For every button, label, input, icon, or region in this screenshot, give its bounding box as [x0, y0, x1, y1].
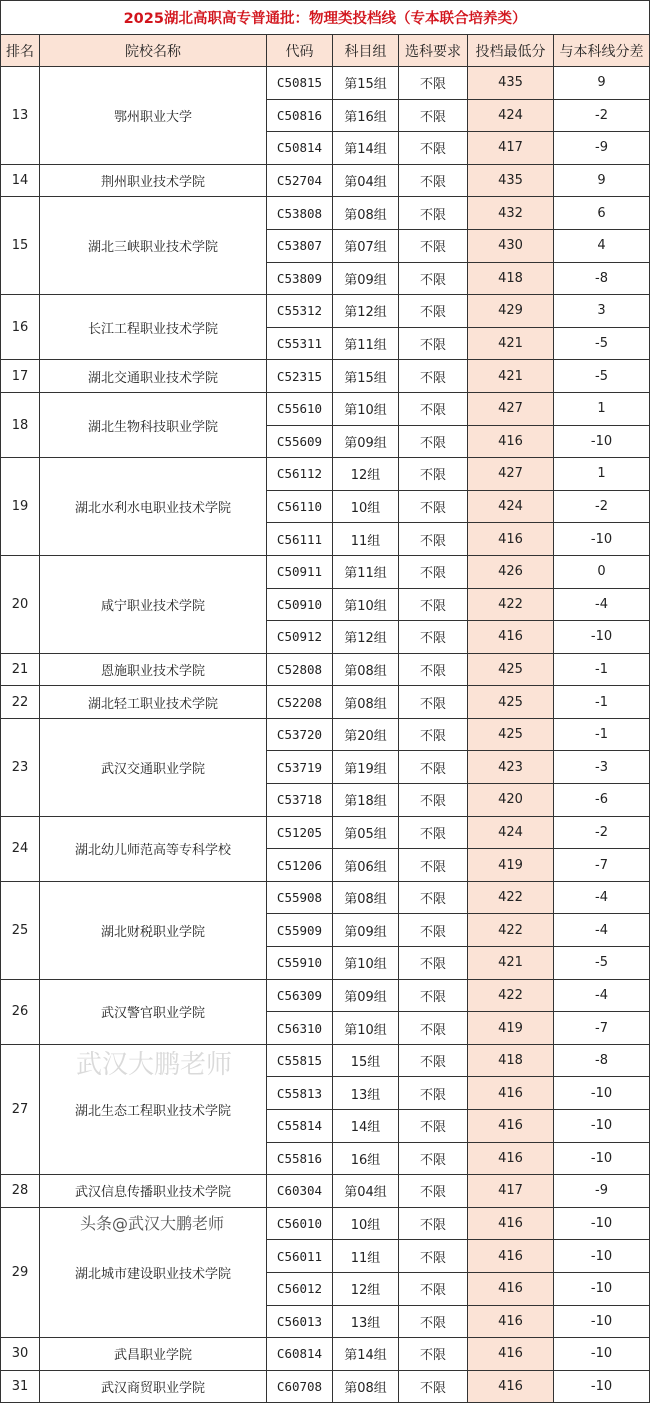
diff-cell: -4 [554, 588, 650, 621]
requirement-cell: 不限 [399, 1240, 468, 1273]
requirement-cell: 不限 [399, 1044, 468, 1077]
school-name-cell: 湖北轻工职业技术学院 [40, 686, 267, 719]
requirement-cell: 不限 [399, 132, 468, 165]
diff-cell: -1 [554, 686, 650, 719]
requirement-cell: 不限 [399, 523, 468, 556]
code-cell: C50910 [267, 588, 333, 621]
rank-cell: 20 [1, 555, 40, 653]
corner-watermark: 头条@武汉大鹏老师 [80, 1214, 225, 1233]
code-cell: C60708 [267, 1370, 333, 1403]
subject-group-cell: 14组 [333, 1110, 399, 1143]
score-cell: 421 [468, 947, 554, 980]
table-row [1, 718, 650, 751]
requirement-cell: 不限 [399, 1207, 468, 1240]
diff-cell: -5 [554, 360, 650, 393]
header-subject-requirement: 选科要求 [399, 35, 468, 67]
score-cell: 417 [468, 132, 554, 165]
subject-group-cell: 第10组 [333, 1012, 399, 1045]
code-cell: C51205 [267, 816, 333, 849]
subject-group-cell: 10组 [333, 490, 399, 523]
score-cell: 416 [468, 1370, 554, 1403]
requirement-cell: 不限 [399, 1272, 468, 1305]
diff-cell: -10 [554, 425, 650, 458]
header-rank: 排名 [1, 35, 40, 67]
subject-group-cell: 第09组 [333, 979, 399, 1012]
code-cell: C55816 [267, 1142, 333, 1175]
diff-cell: -3 [554, 751, 650, 784]
header-code: 代码 [267, 35, 333, 67]
score-cell: 432 [468, 197, 554, 230]
code-cell: C55815 [267, 1044, 333, 1077]
requirement-cell: 不限 [399, 360, 468, 393]
diff-cell: 0 [554, 555, 650, 588]
requirement-cell: 不限 [399, 947, 468, 980]
requirement-cell: 不限 [399, 686, 468, 719]
subject-group-cell: 第18组 [333, 784, 399, 817]
header-school-name: 院校名称 [40, 35, 267, 67]
code-cell: C50814 [267, 132, 333, 165]
requirement-cell: 不限 [399, 490, 468, 523]
rank-cell: 15 [1, 197, 40, 295]
header-subject-group: 科目组 [333, 35, 399, 67]
requirement-cell: 不限 [399, 1012, 468, 1045]
subject-group-cell: 第09组 [333, 262, 399, 295]
score-cell: 416 [468, 1338, 554, 1371]
table-row [1, 67, 650, 100]
school-name-cell: 武汉交通职业学院 [40, 718, 267, 816]
school-name-cell: 咸宁职业技术学院 [40, 555, 267, 653]
subject-group-cell: 第10组 [333, 947, 399, 980]
code-cell: C52808 [267, 653, 333, 686]
diff-cell: -10 [554, 1272, 650, 1305]
school-name-cell: 湖北水利水电职业技术学院 [40, 458, 267, 556]
score-cell: 419 [468, 849, 554, 882]
requirement-cell: 不限 [399, 881, 468, 914]
diff-cell: -10 [554, 1370, 650, 1403]
table-row [1, 1175, 650, 1208]
diff-cell: -2 [554, 816, 650, 849]
code-cell: C50816 [267, 99, 333, 132]
score-cell: 416 [468, 425, 554, 458]
table-title: 2025湖北高职高专普通批：物理类投档线（专本联合培养类） [1, 1, 650, 35]
diff-cell: -9 [554, 1175, 650, 1208]
requirement-cell: 不限 [399, 295, 468, 328]
rank-cell: 21 [1, 653, 40, 686]
code-cell: C56111 [267, 523, 333, 556]
diff-cell: -9 [554, 132, 650, 165]
requirement-cell: 不限 [399, 1175, 468, 1208]
score-cell: 422 [468, 881, 554, 914]
requirement-cell: 不限 [399, 1338, 468, 1371]
school-name-cell: 恩施职业技术学院 [40, 653, 267, 686]
diff-cell: -7 [554, 1012, 650, 1045]
score-cell: 416 [468, 1272, 554, 1305]
school-name-cell: 湖北三峡职业技术学院 [40, 197, 267, 295]
score-cell: 423 [468, 751, 554, 784]
diff-cell: -10 [554, 523, 650, 556]
header-min-score: 投档最低分 [468, 35, 554, 67]
diff-cell: -2 [554, 490, 650, 523]
score-cell: 424 [468, 816, 554, 849]
rank-cell: 31 [1, 1370, 40, 1403]
score-cell: 416 [468, 1305, 554, 1338]
score-cell: 430 [468, 229, 554, 262]
table-row [1, 686, 650, 719]
subject-group-cell: 第08组 [333, 653, 399, 686]
score-cell: 421 [468, 360, 554, 393]
subject-group-cell: 第06组 [333, 849, 399, 882]
diff-cell: 1 [554, 392, 650, 425]
table-body [1, 67, 650, 1403]
subject-group-cell: 第07组 [333, 229, 399, 262]
diff-cell: -10 [554, 621, 650, 654]
subject-group-cell: 13组 [333, 1077, 399, 1110]
school-name-cell: 湖北生态工程职业技术学院 [40, 1044, 267, 1174]
code-cell: C55814 [267, 1110, 333, 1143]
code-cell: C53809 [267, 262, 333, 295]
diff-cell: 6 [554, 197, 650, 230]
requirement-cell: 不限 [399, 849, 468, 882]
table-row [1, 458, 650, 491]
rank-cell: 19 [1, 458, 40, 556]
requirement-cell: 不限 [399, 718, 468, 751]
code-cell: C53808 [267, 197, 333, 230]
code-cell: C56013 [267, 1305, 333, 1338]
requirement-cell: 不限 [399, 229, 468, 262]
score-cell: 418 [468, 1044, 554, 1077]
subject-group-cell: 第19组 [333, 751, 399, 784]
score-cell: 416 [468, 1207, 554, 1240]
diff-cell: -10 [554, 1240, 650, 1273]
requirement-cell: 不限 [399, 392, 468, 425]
rank-cell: 28 [1, 1175, 40, 1208]
table-row [1, 1207, 650, 1240]
score-cell: 427 [468, 392, 554, 425]
requirement-cell: 不限 [399, 1077, 468, 1110]
diff-cell: -5 [554, 947, 650, 980]
rank-cell: 23 [1, 718, 40, 816]
school-name-cell: 武汉商贸职业学院 [40, 1370, 267, 1403]
diff-cell: -5 [554, 327, 650, 360]
code-cell: C55609 [267, 425, 333, 458]
subject-group-cell: 第08组 [333, 1370, 399, 1403]
diff-cell: 9 [554, 67, 650, 100]
diff-cell: -4 [554, 881, 650, 914]
code-cell: C55813 [267, 1077, 333, 1110]
score-cell: 416 [468, 1077, 554, 1110]
table-row [1, 979, 650, 1012]
diff-cell: -10 [554, 1338, 650, 1371]
requirement-cell: 不限 [399, 327, 468, 360]
diff-cell: -10 [554, 1110, 650, 1143]
requirement-cell: 不限 [399, 458, 468, 491]
subject-group-cell: 第11组 [333, 327, 399, 360]
rank-cell: 27 [1, 1044, 40, 1174]
subject-group-cell: 第16组 [333, 99, 399, 132]
requirement-cell: 不限 [399, 816, 468, 849]
subject-group-cell: 10组 [333, 1207, 399, 1240]
school-name-cell: 武汉警官职业学院 [40, 979, 267, 1044]
rank-cell: 13 [1, 67, 40, 165]
table-row [1, 653, 650, 686]
code-cell: C55311 [267, 327, 333, 360]
header-row [1, 35, 650, 67]
code-cell: C55312 [267, 295, 333, 328]
diff-cell: -7 [554, 849, 650, 882]
school-name-cell: 湖北城市建设职业技术学院 [40, 1207, 267, 1337]
code-cell: C50912 [267, 621, 333, 654]
code-cell: C56010 [267, 1207, 333, 1240]
code-cell: C56012 [267, 1272, 333, 1305]
score-cell: 422 [468, 914, 554, 947]
diff-cell: 1 [554, 458, 650, 491]
subject-group-cell: 第04组 [333, 1175, 399, 1208]
school-name-cell: 鄂州职业大学 [40, 67, 267, 165]
code-cell: C56110 [267, 490, 333, 523]
requirement-cell: 不限 [399, 1305, 468, 1338]
table-row [1, 360, 650, 393]
diff-cell: -8 [554, 262, 650, 295]
code-cell: C56309 [267, 979, 333, 1012]
subject-group-cell: 12组 [333, 1272, 399, 1305]
subject-group-cell: 第20组 [333, 718, 399, 751]
code-cell: C55909 [267, 914, 333, 947]
code-cell: C50911 [267, 555, 333, 588]
requirement-cell: 不限 [399, 1142, 468, 1175]
diff-cell: -10 [554, 1142, 650, 1175]
diff-cell: -2 [554, 99, 650, 132]
subject-group-cell: 11组 [333, 523, 399, 556]
score-cell: 424 [468, 99, 554, 132]
subject-group-cell: 第11组 [333, 555, 399, 588]
code-cell: C55610 [267, 392, 333, 425]
diff-cell: -1 [554, 653, 650, 686]
requirement-cell: 不限 [399, 1110, 468, 1143]
code-cell: C56112 [267, 458, 333, 491]
requirement-cell: 不限 [399, 67, 468, 100]
requirement-cell: 不限 [399, 197, 468, 230]
rank-cell: 26 [1, 979, 40, 1044]
requirement-cell: 不限 [399, 784, 468, 817]
requirement-cell: 不限 [399, 914, 468, 947]
requirement-cell: 不限 [399, 979, 468, 1012]
diff-cell: -1 [554, 718, 650, 751]
rank-cell: 25 [1, 881, 40, 979]
score-cell: 416 [468, 1142, 554, 1175]
diff-cell: 4 [554, 229, 650, 262]
rank-cell: 18 [1, 392, 40, 457]
subject-group-cell: 第12组 [333, 295, 399, 328]
subject-group-cell: 第10组 [333, 392, 399, 425]
score-cell: 435 [468, 67, 554, 100]
school-name-cell: 湖北交通职业技术学院 [40, 360, 267, 393]
rank-cell: 29 [1, 1207, 40, 1337]
diff-cell: -10 [554, 1207, 650, 1240]
requirement-cell: 不限 [399, 621, 468, 654]
requirement-cell: 不限 [399, 555, 468, 588]
requirement-cell: 不限 [399, 588, 468, 621]
code-cell: C53807 [267, 229, 333, 262]
school-name-cell: 长江工程职业技术学院 [40, 295, 267, 360]
table-row [1, 392, 650, 425]
table-row [1, 555, 650, 588]
subject-group-cell: 第08组 [333, 686, 399, 719]
score-cell: 417 [468, 1175, 554, 1208]
requirement-cell: 不限 [399, 164, 468, 197]
requirement-cell: 不限 [399, 425, 468, 458]
code-cell: C55908 [267, 881, 333, 914]
school-name-cell: 武汉信息传播职业技术学院 [40, 1175, 267, 1208]
rank-cell: 14 [1, 164, 40, 197]
requirement-cell: 不限 [399, 262, 468, 295]
table-row [1, 295, 650, 328]
code-cell: C53720 [267, 718, 333, 751]
subject-group-cell: 第08组 [333, 881, 399, 914]
score-cell: 419 [468, 1012, 554, 1045]
score-cell: 421 [468, 327, 554, 360]
code-cell: C53718 [267, 784, 333, 817]
diff-cell: 3 [554, 295, 650, 328]
score-cell: 435 [468, 164, 554, 197]
diff-cell: -8 [554, 1044, 650, 1077]
subject-group-cell: 12组 [333, 458, 399, 491]
diff-cell: -10 [554, 1077, 650, 1110]
subject-group-cell: 第14组 [333, 132, 399, 165]
diff-cell: -6 [554, 784, 650, 817]
table-row [1, 1044, 650, 1077]
subject-group-cell: 11组 [333, 1240, 399, 1273]
code-cell: C56011 [267, 1240, 333, 1273]
table-row [1, 164, 650, 197]
subject-group-cell: 15组 [333, 1044, 399, 1077]
table-row [1, 1338, 650, 1371]
table-row [1, 197, 650, 230]
code-cell: C50815 [267, 67, 333, 100]
code-cell: C55910 [267, 947, 333, 980]
diff-cell: -10 [554, 1305, 650, 1338]
school-name-cell: 湖北财税职业学院 [40, 881, 267, 979]
subject-group-cell: 第15组 [333, 67, 399, 100]
requirement-cell: 不限 [399, 1370, 468, 1403]
diff-cell: 9 [554, 164, 650, 197]
subject-group-cell: 第15组 [333, 360, 399, 393]
subject-group-cell: 第14组 [333, 1338, 399, 1371]
score-cell: 425 [468, 718, 554, 751]
score-cell: 425 [468, 686, 554, 719]
table-row [1, 816, 650, 849]
score-cell: 425 [468, 653, 554, 686]
requirement-cell: 不限 [399, 99, 468, 132]
school-name-cell: 湖北幼儿师范高等专科学校 [40, 816, 267, 881]
code-cell: C52704 [267, 164, 333, 197]
code-cell: C56310 [267, 1012, 333, 1045]
subject-group-cell: 第10组 [333, 588, 399, 621]
code-cell: C53719 [267, 751, 333, 784]
score-cell: 418 [468, 262, 554, 295]
rank-cell: 30 [1, 1338, 40, 1371]
code-cell: C60814 [267, 1338, 333, 1371]
score-cell: 416 [468, 1110, 554, 1143]
code-cell: C52208 [267, 686, 333, 719]
school-name-cell: 荆州职业技术学院 [40, 164, 267, 197]
score-cell: 416 [468, 621, 554, 654]
score-cell: 429 [468, 295, 554, 328]
score-cell: 427 [468, 458, 554, 491]
score-cell: 420 [468, 784, 554, 817]
subject-group-cell: 第04组 [333, 164, 399, 197]
score-cell: 416 [468, 523, 554, 556]
score-cell: 416 [468, 1240, 554, 1273]
rank-cell: 16 [1, 295, 40, 360]
diff-cell: -4 [554, 979, 650, 1012]
subject-group-cell: 第12组 [333, 621, 399, 654]
table-row [1, 881, 650, 914]
score-cell: 426 [468, 555, 554, 588]
subject-group-cell: 第09组 [333, 914, 399, 947]
rank-cell: 24 [1, 816, 40, 881]
rank-cell: 17 [1, 360, 40, 393]
rank-cell: 22 [1, 686, 40, 719]
code-cell: C51206 [267, 849, 333, 882]
requirement-cell: 不限 [399, 653, 468, 686]
diff-cell: -4 [554, 914, 650, 947]
score-cell: 422 [468, 979, 554, 1012]
table-row [1, 1370, 650, 1403]
subject-group-cell: 第05组 [333, 816, 399, 849]
score-cell: 422 [468, 588, 554, 621]
code-cell: C52315 [267, 360, 333, 393]
requirement-cell: 不限 [399, 751, 468, 784]
subject-group-cell: 16组 [333, 1142, 399, 1175]
subject-group-cell: 13组 [333, 1305, 399, 1338]
diagonal-watermark: 武汉大鹏老师 [76, 1050, 233, 1080]
code-cell: C60304 [267, 1175, 333, 1208]
school-name-cell: 湖北生物科技职业学院 [40, 392, 267, 457]
header-diff-from-bachelor-line: 与本科线分差 [554, 35, 650, 67]
school-name-cell: 武昌职业学院 [40, 1338, 267, 1371]
subject-group-cell: 第09组 [333, 425, 399, 458]
score-cell: 424 [468, 490, 554, 523]
subject-group-cell: 第08组 [333, 197, 399, 230]
